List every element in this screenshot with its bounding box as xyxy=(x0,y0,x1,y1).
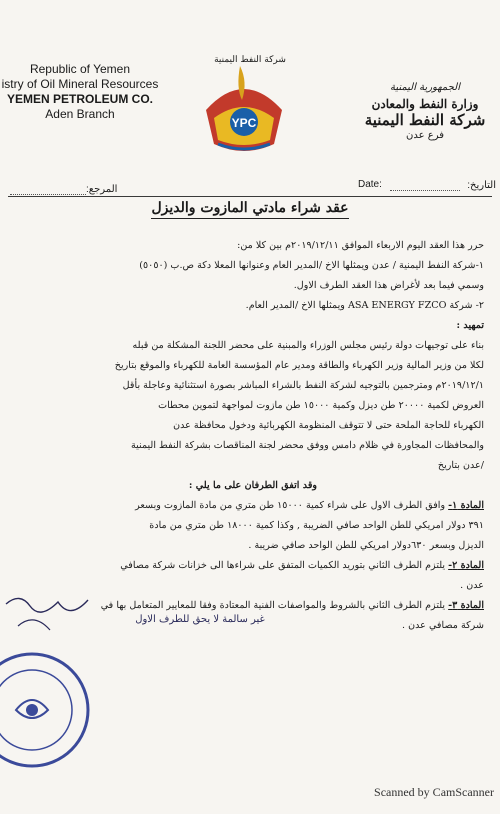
header-arabic xyxy=(350,80,500,144)
article-2-line: عدن . xyxy=(460,580,484,591)
article-2 xyxy=(22,556,484,576)
company-name-ar: شركة النفط اليمنية xyxy=(364,111,486,129)
logo-text: YPC xyxy=(231,116,257,130)
preamble-heading: تمهيد : xyxy=(456,320,484,331)
ministry-name-ar: وزارة النفط والمعادن xyxy=(371,97,479,111)
official-stamp xyxy=(0,650,92,770)
ypc-logo xyxy=(188,48,300,160)
preamble-line: ٢٠١٩/١٢/١م ومترجمين بالتوجيه لشركة النفط بالشراء المباشر بصورة استثنائية وعاجلة بأقل xyxy=(122,380,484,391)
preamble-line: والمحافظات المجاورة في ظلام دامس ووفق محضر لجنة المناقصات بشركة النفط اليمنية xyxy=(131,440,484,451)
agreement-heading: وقد اتفق الطرفان على ما يلي : xyxy=(188,480,318,491)
country-name: Republic of Yemen xyxy=(29,62,131,76)
header-divider xyxy=(8,196,492,197)
preamble-line: الكهرباء للحاجة الملحة حتى لا تتوقف المنظومة الكهربائية ودخول محافظة عدن xyxy=(173,420,484,431)
logo-caption: شركة النفط اليمنية xyxy=(214,55,286,65)
branch-name: Aden Branch xyxy=(45,107,115,121)
preamble-line: لكلا من وزير المالية وزير الكهرباء والطاقة ومدير عام المؤسسة العامة للكهرباء والموقع بتاريخ xyxy=(114,360,484,371)
article-1-line: ٣٩١ دولار امريكي للطن الواحد صافي الضريبة , وكذا كمية ١٨٠٠٠ طن متري من مادة xyxy=(149,520,484,531)
branch-name-ar: فرع عدن xyxy=(405,130,444,141)
article-3-label: المادة ٣- xyxy=(448,600,484,611)
party1-line: وسمي فيما بعد لأغراض هذا العقد الطرف الاول. xyxy=(293,280,484,291)
ministry-name: istry of Oil Mineral Resources xyxy=(1,77,159,91)
article-3-text: يلتزم الطرف الثاني بالشروط والمواصفات الفنية المعتادة وفقا للمعايير المتعامل بها في xyxy=(100,600,446,611)
preamble-line: العروض لكمية ٢٠٠٠٠ طن ديزل وكمية ١٥٠٠٠ طن مازوت لمواجهة لتموين محطات xyxy=(158,400,484,411)
scanner-watermark: Scanned by CamScanner xyxy=(374,785,494,799)
article-1-label: المادة ١- xyxy=(448,500,484,511)
title-text: عقد شراء مادتي المازوت والديزل xyxy=(151,200,348,219)
date-label: Date: xyxy=(358,179,382,190)
contract-body xyxy=(22,236,484,636)
company-name: YEMEN PETROLEUM CO. xyxy=(6,92,153,106)
date-line xyxy=(390,190,460,191)
document-title xyxy=(0,200,500,216)
party1-line: ١-شركة النفط اليمنية / عدن ويمثلها الاخ /المدير العام وعنوانها المعلا دكة ص.ب (٥٠٥٠) xyxy=(139,260,484,271)
article-3-line: شركة مصافي عدن . xyxy=(401,620,484,631)
country-name-ar: الجمهورية اليمنية xyxy=(389,82,460,93)
meta-row xyxy=(0,176,500,194)
article-1-line: الديزل وبسعر ٦٣٠دولار امريكي للطن الواحد صافي ضريبة . xyxy=(248,540,484,551)
ref-label: المرجع: xyxy=(86,184,118,195)
article-1-text: وافق الطرف الاول على شراء كمية ١٥٠٠٠ طن متري من مادة المازوت وبسعر xyxy=(135,500,446,511)
preamble-line: بناء على توجيهات دولة رئيس مجلس الوزراء والمبنية على محضر اللجنة المشكلة من قبله xyxy=(132,340,484,351)
ref-line xyxy=(10,194,86,195)
preamble-line: /عدن بتاريخ xyxy=(437,460,484,471)
date-label-ar: التاريخ: xyxy=(467,180,496,191)
signature-note: غير سالمة لا يحق للطرف الاول xyxy=(135,614,265,625)
article-1 xyxy=(22,496,484,516)
header-english xyxy=(0,62,160,122)
article-2-text: يلتزم الطرف الثاني بتوريد الكميات المتفق على شراءها الى خزانات شركة مصافي xyxy=(120,560,446,571)
article-2-label: المادة ٢- xyxy=(448,560,484,571)
party2-line: ٢- شركة ASA ENERGY FZCO ويمثلها الاخ /المدير العام. xyxy=(245,300,484,311)
intro-line: حرر هذا العقد اليوم الاربعاء الموافق ٢٠١٩/١٢/١١م بين كلا من: xyxy=(237,240,484,251)
handwritten-signature xyxy=(0,586,500,656)
